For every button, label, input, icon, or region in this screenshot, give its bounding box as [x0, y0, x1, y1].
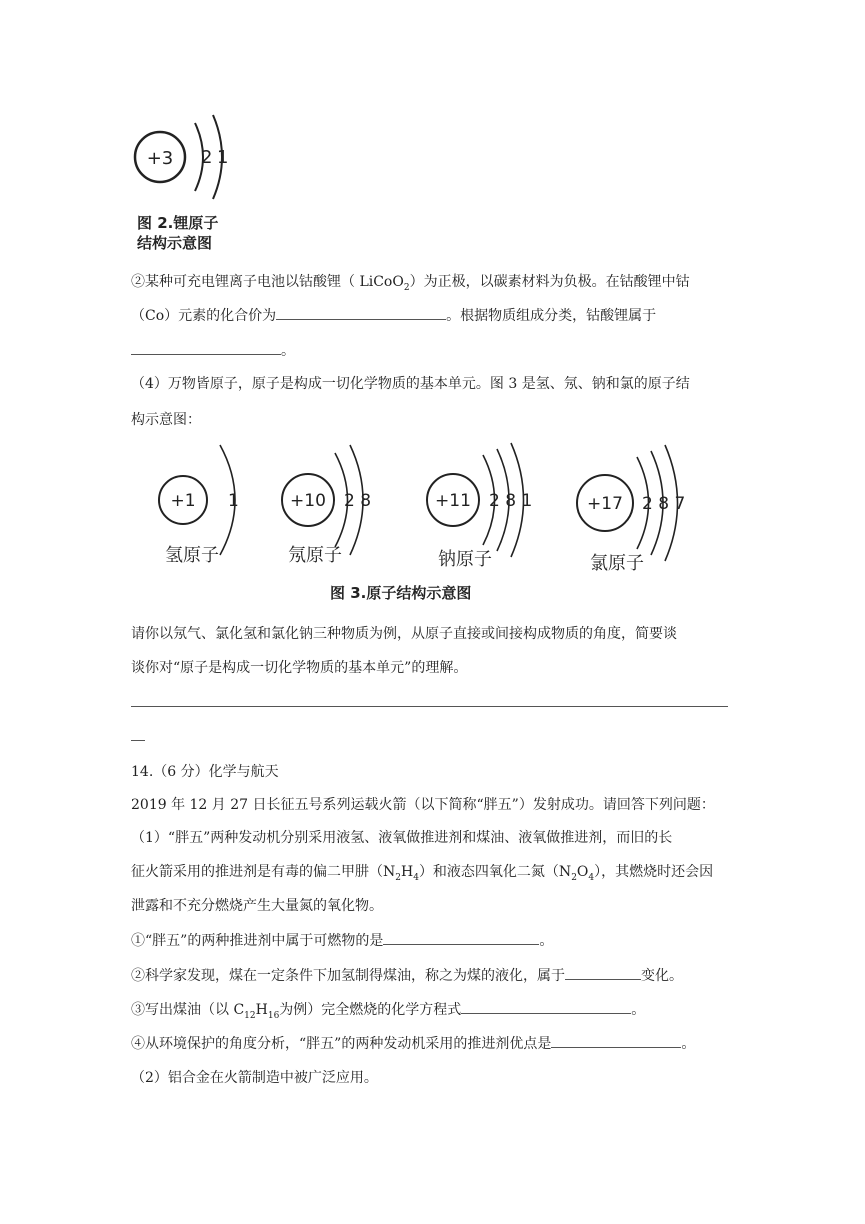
- question-4-line-3: 请你以氖气、氯化氢和氯化钠三种物质为例，从原子直接或间接构成物质的角度，简要谈: [131, 626, 677, 642]
- question-14-1-line-2: 征火箭采用的推进剂是有毒的偏二甲肼$(N_2H_4)$和液态四氧化二氮$(N_2O_4)$，其燃烧时还会因: [131, 864, 714, 883]
- nucleus-charge: +17: [587, 494, 623, 514]
- question-14-sub-3: ③写出煤油（以 $C_{12}H_{16}$为例）完全燃烧的化学方程式 。: [131, 999, 645, 1026]
- question-14-2: （2）铝合金在火箭制造中被广泛应用。: [131, 1070, 378, 1086]
- question-14-title: 14.（6 分）化学与航天: [131, 764, 279, 780]
- question-14-1-line-3: 泄露和不充分燃烧产生大量氮的氧化物。: [131, 898, 383, 914]
- atom-chlorine: [577, 445, 685, 574]
- answer-blank-advantage[interactable]: [551, 1033, 681, 1048]
- shell-electrons-2: 1: [217, 147, 229, 168]
- question-4-line-2: 构示意图：: [131, 412, 201, 428]
- atom-sodium: [427, 443, 532, 570]
- question-14-sub-4: ④从环境保护的角度分析，“胖五”的两种发动机采用的推进剂优点是 。: [131, 1033, 695, 1054]
- nucleus-charge: +10: [290, 491, 326, 511]
- answer-blank-classification-cont[interactable]: [131, 340, 281, 355]
- question-2-line-3: 。: [131, 340, 295, 361]
- answer-blank-equation[interactable]: [461, 999, 631, 1014]
- question-14-sub-2: ②科学家发现，煤在一定条件下加氢制得煤油，称之为煤的液化，属于 变化。: [131, 965, 683, 986]
- nucleus-charge: +3: [146, 148, 174, 169]
- question-4-line-1: （4）万物皆原子，原子是构成一切化学物质的基本单元。图 3 是氢、氖、钠和氯的原子结: [131, 376, 690, 392]
- nucleus-charge: +11: [435, 491, 471, 511]
- figure-2-lithium-atom: [125, 105, 275, 255]
- figure-3-caption: 图 3.原子结构示意图: [330, 584, 472, 602]
- nucleus-charge: +1: [170, 491, 196, 511]
- atom-neon: [282, 445, 371, 566]
- figure-2-caption-line2: 结构示意图: [137, 234, 213, 252]
- answer-blank-change-type[interactable]: [565, 965, 641, 980]
- shell-electrons-1: 2: [201, 147, 213, 168]
- answer-blank-valence[interactable]: [276, 305, 446, 320]
- atom-name: 氯原子: [590, 553, 644, 574]
- question-14-intro: 2019 年 12 月 27 日长征五号系列运载火箭（以下简称“胖五”）发射成功。请回答下列问题：: [131, 797, 715, 813]
- question-2-line-1: ②某种可充电锂离子电池以钴酸锂（ LiCoO$_2$）为正极，以碳素材料为负极。在钴酸锂中钴: [131, 274, 690, 293]
- answer-blank-combustible[interactable]: [383, 930, 539, 945]
- atom-name: 钠原子: [438, 549, 492, 570]
- figure-3-atom-diagrams: [150, 425, 710, 610]
- shell-electrons: 2 8: [344, 491, 372, 511]
- atom-hydrogen: [159, 445, 239, 566]
- atom-name: 氖原子: [288, 545, 342, 566]
- question-14-1-line-1: （1）“胖五”两种发动机分别采用液氢、液氧做推进剂和煤油、液氧做推进剂，而旧的长: [131, 830, 673, 846]
- shell-electrons: 2 8 7: [642, 494, 686, 514]
- atom-name: 氢原子: [165, 545, 219, 566]
- shell-electrons: 1: [228, 491, 239, 511]
- figure-2-caption-line1: 图 2.锂原子: [137, 214, 219, 232]
- question-14-sub-1: ①“胖五”的两种推进剂中属于可燃物的是 。: [131, 930, 553, 951]
- shell-electrons: 2 8 1: [489, 491, 533, 511]
- question-2-line-2: （Co）元素的化合价为 。根据物质组成分类，钴酸锂属于: [131, 305, 656, 326]
- question-4-line-4: 谈你对“原子是构成一切化学物质的基本单元”的理解。: [131, 660, 468, 676]
- answer-blank-atom-understanding[interactable]: [131, 694, 728, 707]
- answer-blank-atom-understanding-cont[interactable]: [131, 728, 145, 741]
